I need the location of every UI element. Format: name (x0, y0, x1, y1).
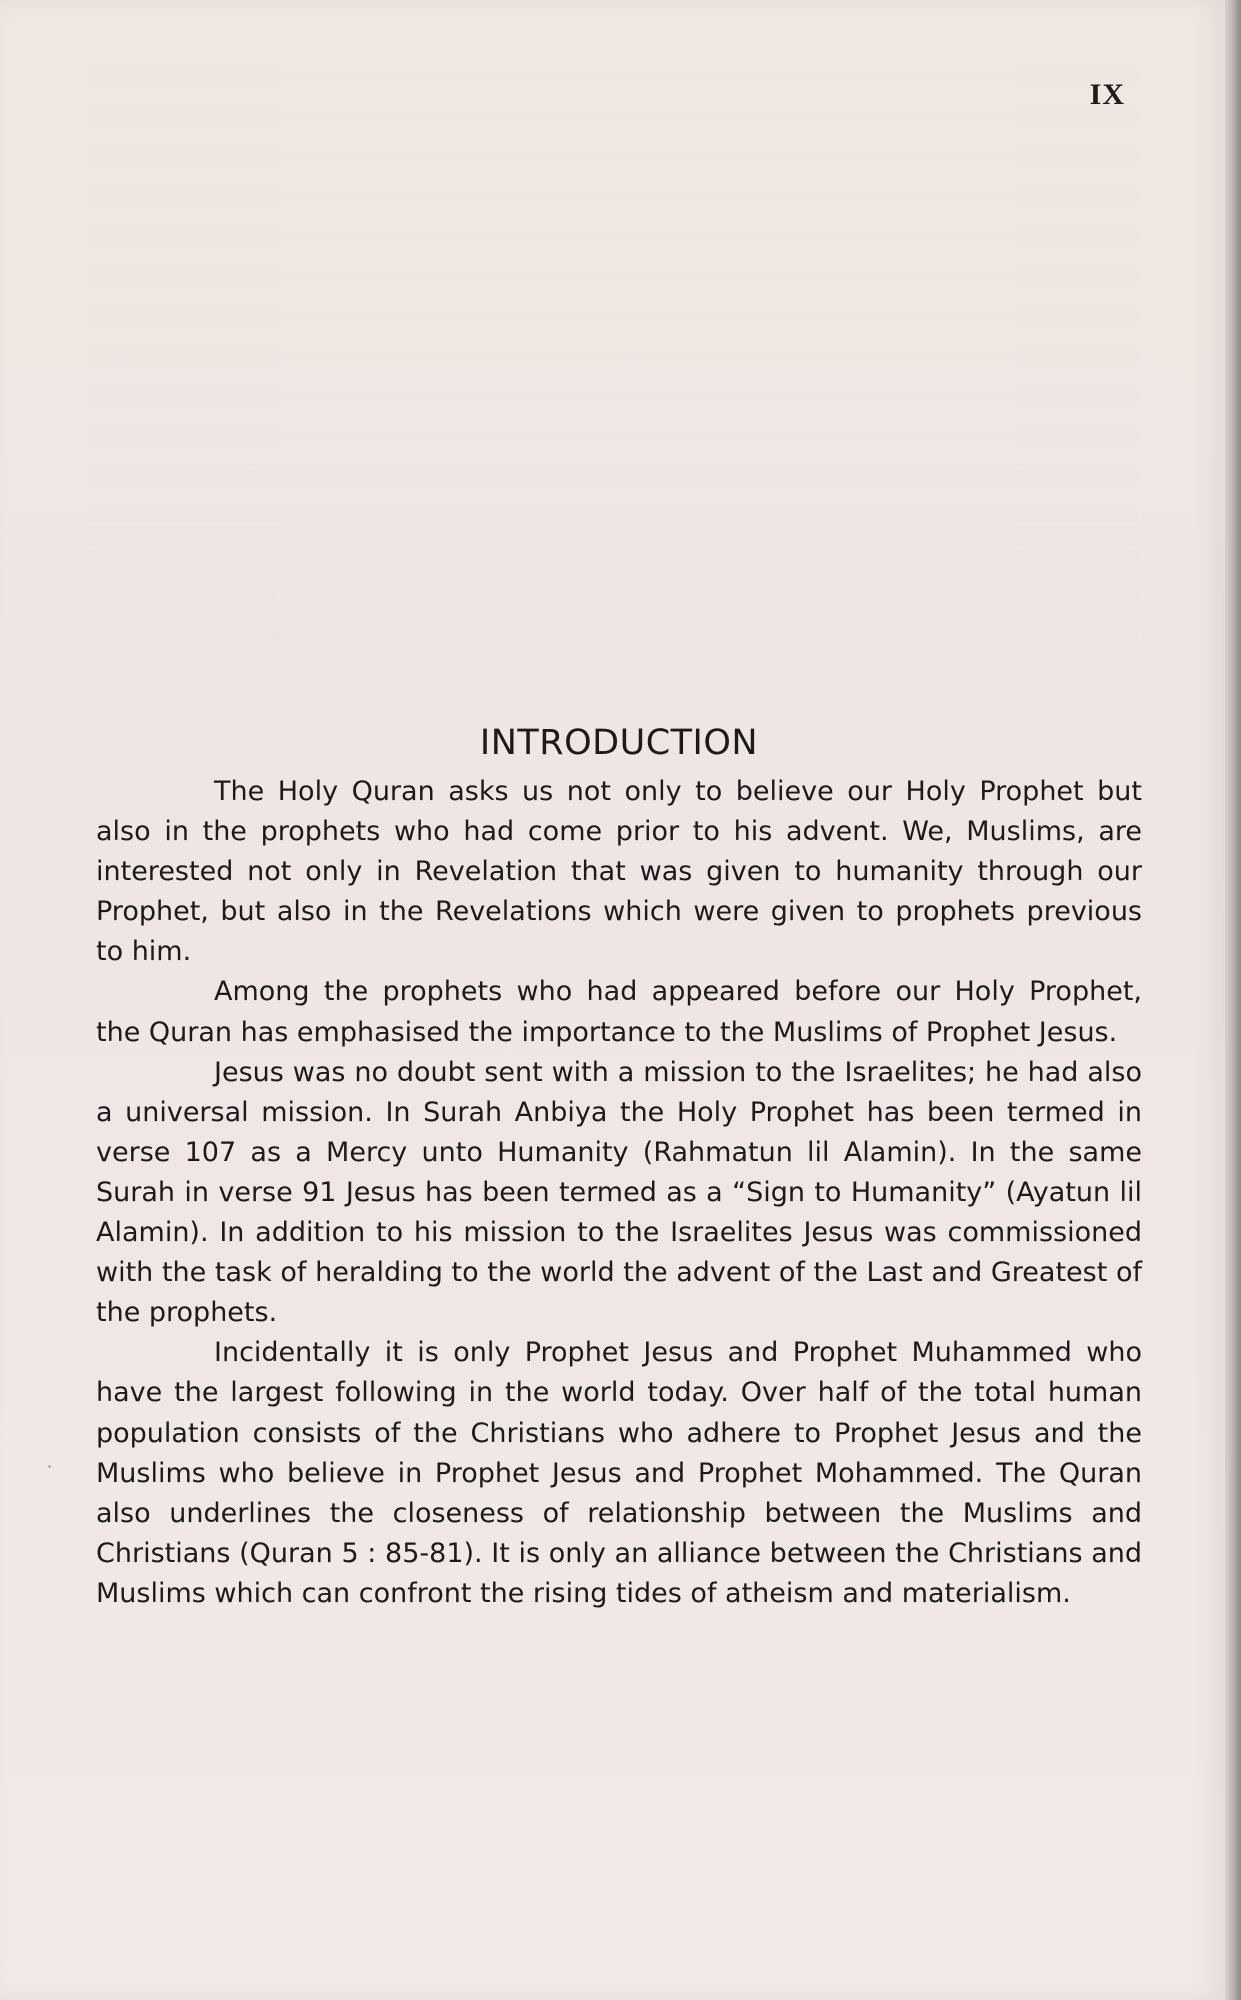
bleed-line (88, 270, 1138, 282)
bleed-line (88, 390, 1138, 402)
bleed-line (88, 510, 1138, 522)
bleed-line (88, 70, 1138, 82)
section-title: INTRODUCTION (479, 723, 759, 763)
bleed-through-text (88, 70, 1138, 720)
bleed-line (88, 550, 1138, 562)
bleed-line (88, 630, 1138, 642)
bleed-line (88, 590, 1138, 602)
introduction-section (96, 722, 1142, 1614)
bleed-line (88, 110, 1138, 122)
bleed-line (88, 150, 1138, 162)
page-edge (1225, 0, 1241, 2000)
print-speck (48, 1465, 51, 1468)
paragraph-following: Incidentally it is only Prophet Jesus and Prophet Muhammed who have the largest following in the world today. Over half of the total human population consists of the Christians who adhere to Prophet Jesus and the Muslims who believe in Prophet Jesus and Prophet Mohammed. The Quran also underlines the closeness of relationship between the Muslims and Christians (Quran 5 : 85-81). It is only an alliance between the Christians and Muslims which can confront the rising tides of atheism and materialism. (96, 1337, 1142, 1609)
paragraph-universal-mission: Jesus was no doubt sent with a mission to the Israelites; he had also a universal mission. In Surah Anbiya the Holy Prophet has been termed in verse 107 as a Mercy unto Humanity (Rahmatun lil Alamin). In the same Surah in verse 91 Jesus has been termed as a “Sign to Humanity” (Ayatun lil Alamin). In addition to his mission to the Israelites Jesus was commissioned with the task of heralding to the world the advent of the Last and Greatest of the prophets. (96, 1056, 1142, 1329)
bleed-line (88, 350, 1138, 362)
page-number: IX (1089, 78, 1125, 111)
bleed-line (88, 470, 1138, 482)
bleed-line (88, 190, 1138, 202)
paragraph-revelations: The Holy Quran asks us not only to believe our Holy Prophet but also in the prophets who had come prior to his advent. We, Muslims, are interested not only in Revelation that was given to humanity through our Prophet, but also in the Revelations which were given to prophets previous to him. (96, 776, 1142, 968)
paragraph-prophet-jesus: Among the prophets who had appeared before our Holy Prophet, the Quran has emphasised the importance to the Muslims of Prophet Jesus. (96, 976, 1142, 1048)
bleed-line (88, 430, 1138, 442)
bleed-line (88, 310, 1138, 322)
bleed-line (88, 230, 1138, 242)
